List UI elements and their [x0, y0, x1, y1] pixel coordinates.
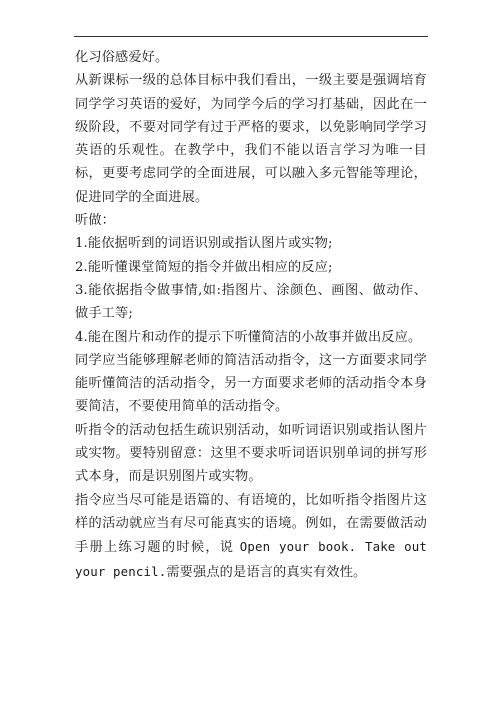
section-heading-listen-do: 听做：	[75, 213, 116, 229]
paragraph-context	[75, 489, 427, 584]
document-body	[75, 46, 427, 584]
paragraph-context-lead: 指令应当尽可能是语篇的、有语境的，比如听指令指图片这样的活动就应当有尽可能真实的语境。例如，在需要做活动手册上练习题的时候，说	[75, 492, 427, 556]
list-item-3: 3.能依据指令做事情,如:指图片、涂颜色、画图、做动作、做手工等;	[75, 282, 427, 322]
paragraph-continuation: 化习俗感爱好。	[75, 50, 169, 65]
list-item-1: 1.能依据听到的词语识别或指认图片或实物;	[75, 236, 333, 252]
paragraph-instructions: 同学应当能够理解老师的简洁活动指令，这一方面要求同学能听懂简洁的活动指令，另一方面要求老师的活动指令本身要简洁，不要使用简单的活动指令。	[75, 352, 427, 415]
paragraph-recognition: 听指令的活动包括生疏识别活动，如听词语识别或指认图片或实物。要特别留意：这里不要求听词语识别单词的拼写形式本身，而是识别图片或实物。	[75, 422, 427, 485]
paragraph-context-tail: 需要强点的是语言的真实有效性。	[166, 564, 367, 580]
list-item-4: 4.能在图片和动作的提示下听懂简洁的小故事并做出反应。	[75, 329, 422, 345]
list-item-2: 2.能听懂课堂简短的指令并做出相应的反应;	[75, 259, 333, 275]
paragraph-curriculum-goals: 从新课标一级的总体目标中我们看出，一级主要是强调培育同学学习英语的爱好，为同学今后的学习打基础，因此在一级阶段，不要对同学有过于严格的要求，以免影响同学学习英语的乐观性。在教学中，我们不能以语言学习为唯一目标，更要考虑同学的全面进展，可以融入多元智能等理论，促进同学的全面进展。	[75, 73, 427, 205]
header-rule	[74, 36, 428, 37]
english-example: Open your book. Take out your pencil.	[75, 539, 427, 579]
